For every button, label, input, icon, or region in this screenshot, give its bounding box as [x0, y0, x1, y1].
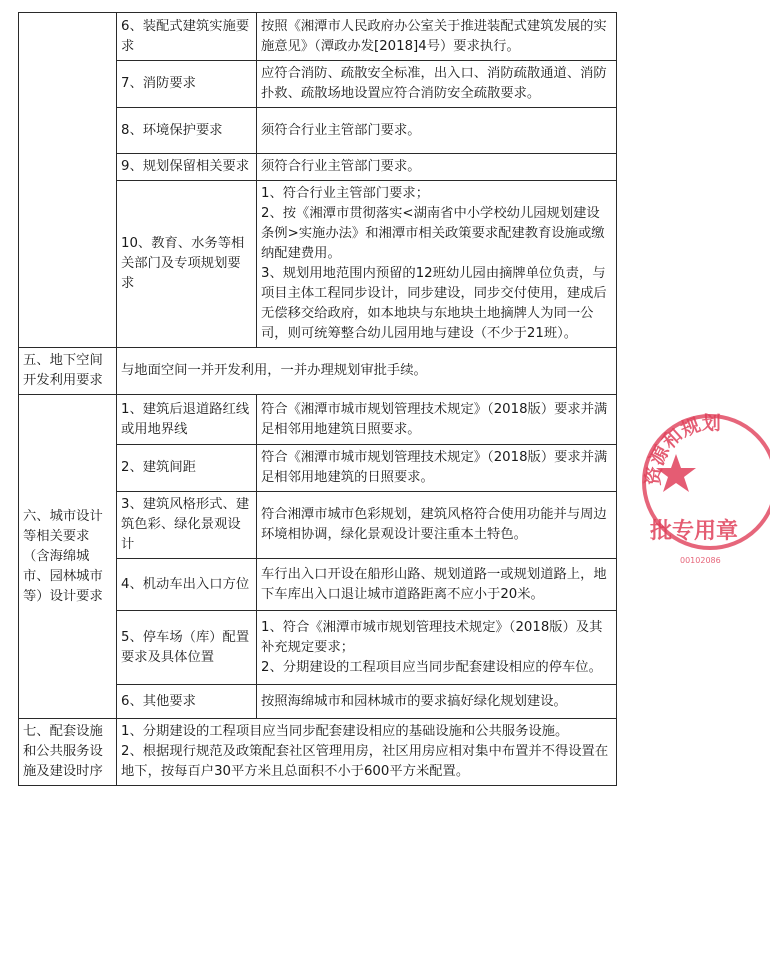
- item-label: 10、教育、水务等相关部门及专项规划要求: [121, 236, 245, 291]
- content-line: 2、根据现行规范及政策配套社区管理用房，社区用房应相对集中布置并不得设置在地下，按每百户30平方米且总面积不小于600平方米配置。: [121, 744, 609, 779]
- content-line: 1、符合行业主管部门要求；: [261, 186, 430, 201]
- section-title-cell: [19, 348, 117, 395]
- table-row: [19, 395, 617, 445]
- content-cell: [117, 719, 617, 786]
- content-line: 车行出入口开设在船形山路、规划道路一或规划道路上，地下车库出入口退让城市道路距离不应小于20米。: [261, 566, 607, 602]
- content-line: 按照《湘潭市人民政府办公室关于推进装配式建筑发展的实施意见》（潭政办发[2018]4号）要求执行。: [261, 18, 607, 54]
- content-line: 2、按《湘潭市贯彻落实<湖南省中小学校幼儿园规划建设条例>实施办法》和湘潭市相关政策要求配建教育设施或缴纳配建费用。: [261, 206, 605, 261]
- item-label: 6、装配式建筑实施要求: [121, 18, 250, 54]
- table-row: [19, 13, 617, 61]
- item-cell: [117, 154, 257, 181]
- content-cell: [257, 154, 617, 181]
- planning-conditions-table: [18, 12, 617, 786]
- content-cell: [257, 13, 617, 61]
- content-cell: [257, 108, 617, 154]
- item-cell: [117, 395, 257, 445]
- section-title: 六、城市设计等相关要求（含海绵城市、园林城市等）设计要求: [23, 508, 103, 604]
- section-title: 七、配套设施和公共服务设施及建设时序: [23, 724, 103, 779]
- content-cell: [257, 445, 617, 492]
- content-line: 按照海绵城市和园林城市的要求搞好绿化规划建设。: [261, 693, 567, 709]
- item-label: 4、机动车出入口方位: [121, 576, 250, 592]
- official-seal-stamp: [640, 398, 770, 568]
- content-cell: [257, 61, 617, 108]
- stamp-bottom-text: 批专用章: [650, 518, 739, 544]
- item-cell: [117, 559, 257, 611]
- item-cell: [117, 445, 257, 492]
- content-line: 符合《湘潭市城市规划管理技术规定》（2018版）要求并满足相邻用地建筑的日照要求。: [261, 450, 608, 485]
- item-label: 6、其他要求: [121, 693, 196, 709]
- item-cell: [117, 685, 257, 719]
- content-line: 须符合行业主管部门要求。: [261, 122, 421, 138]
- item-cell: [117, 492, 257, 559]
- content-line: 与地面空间一并开发利用，一并办理规划审批手续。: [121, 363, 427, 378]
- item-label: 8、环境保护要求: [121, 122, 223, 138]
- content-cell: [257, 559, 617, 611]
- content-line: 1、分期建设的工程项目应当同步配套建设相应的基础设施和公共服务设施。: [121, 724, 569, 739]
- content-line: 应符合消防、疏散安全标准，出入口、消防疏散通道、消防扑救、疏散场地设置应符合消防安全疏散要求。: [261, 66, 607, 101]
- stamp-top-text: 资源和规划: [642, 412, 721, 487]
- item-cell: [117, 108, 257, 154]
- content-line: 2、分期建设的工程项目应当同步配套建设相应的停车位。: [261, 659, 602, 675]
- item-label: 2、建筑间距: [121, 460, 196, 475]
- table-row: [19, 348, 617, 395]
- item-cell: [117, 61, 257, 108]
- content-cell: [257, 395, 617, 445]
- item-label: 3、建筑风格形式、建筑色彩、绿化景观设计: [121, 497, 250, 552]
- item-cell: [117, 611, 257, 685]
- item-label: 7、消防要求: [121, 76, 196, 91]
- section-title-cell: [19, 395, 117, 719]
- item-label: 9、规划保留相关要求: [121, 159, 250, 174]
- content-line: 符合湘潭市城市色彩规划，建筑风格符合使用功能并与周边环境相协调，绿化景观设计要注重本土特色。: [261, 507, 607, 542]
- item-label: 1、建筑后退道路红线或用地界线: [121, 401, 250, 437]
- content-line: 3、规划用地范围内预留的12班幼儿园由摘牌单位负责，与项目主体工程同步设计，同步建设，同步交付使用，建成后无偿移交给政府，如本地块与东地块土地摘牌人为同一公司，则可统筹整合幼儿园用地与建设（不少于21班）。: [261, 266, 607, 341]
- stamp-number: 00102086: [680, 556, 721, 565]
- section-title: 五、地下空间开发利用要求: [23, 353, 103, 388]
- item-cell: [117, 13, 257, 61]
- content-line: 须符合行业主管部门要求。: [261, 159, 421, 174]
- item-label: 5、停车场（库）配置要求及具体位置: [121, 629, 250, 665]
- item-cell: [117, 181, 257, 348]
- section-title-cell: [19, 13, 117, 348]
- content-line: 1、符合《湘潭市城市规划管理技术规定》（2018版）及其补充规定要求；: [261, 619, 603, 655]
- content-cell: [117, 348, 617, 395]
- section-title-cell: [19, 719, 117, 786]
- content-cell: [257, 685, 617, 719]
- content-line: 符合《湘潭市城市规划管理技术规定》（2018版）要求并满足相邻用地建筑日照要求。: [261, 401, 608, 437]
- table-row: [19, 719, 617, 786]
- content-cell: [257, 611, 617, 685]
- content-cell: [257, 181, 617, 348]
- content-cell: [257, 492, 617, 559]
